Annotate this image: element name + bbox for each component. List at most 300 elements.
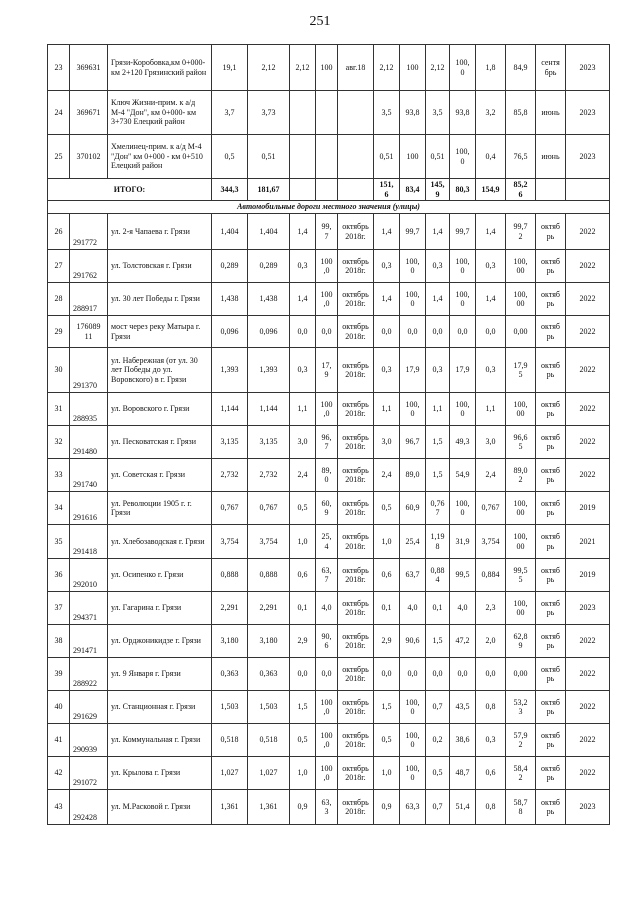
- value-cell-c12: октяб рь: [536, 625, 566, 658]
- value-cell-c6: 0,51: [374, 135, 400, 179]
- value-cell-c3: 0,6: [290, 559, 316, 592]
- value-cell-c10: 0,3: [476, 724, 506, 757]
- value-cell-c2: 0,289: [248, 250, 290, 283]
- total-value-cell: [536, 179, 566, 201]
- road-code-cell: 294371: [70, 592, 108, 625]
- value-cell-c8: 0,3: [426, 348, 450, 393]
- road-name-cell: ул. Крылова г. Грязи: [108, 757, 212, 790]
- value-cell-c6: 0,0: [374, 316, 400, 348]
- road-code-cell: 291740: [70, 459, 108, 492]
- value-cell-c1: 1,027: [212, 757, 248, 790]
- value-cell-c11: 0,00: [506, 658, 536, 691]
- row-number-cell: 25: [48, 135, 70, 179]
- value-cell-c11: 84,9: [506, 45, 536, 91]
- value-cell-c1: 1,503: [212, 691, 248, 724]
- value-cell-c6: 0,3: [374, 348, 400, 393]
- road-code-cell: 290939: [70, 724, 108, 757]
- value-cell-c3: 1,0: [290, 757, 316, 790]
- value-cell-c10: 0,884: [476, 559, 506, 592]
- value-cell-c1: 19,1: [212, 45, 248, 91]
- road-name-cell: ул. 2-я Чапаева г. Грязи: [108, 214, 212, 250]
- value-cell-c7: 93,8: [400, 91, 426, 135]
- road-name-cell: ул. Хлебозаводская г. Грязи: [108, 525, 212, 559]
- row-number-cell: 35: [48, 525, 70, 559]
- total-value-cell: [338, 179, 374, 201]
- road-code-cell: 370102: [70, 135, 108, 179]
- value-cell-c8: 3,5: [426, 91, 450, 135]
- value-cell-c6: 1,4: [374, 214, 400, 250]
- value-cell-c5: октябрь 2018г.: [338, 790, 374, 825]
- total-row: [48, 179, 610, 201]
- value-cell-c2: 3,73: [248, 91, 290, 135]
- value-cell-c6: 1,0: [374, 525, 400, 559]
- table-row: [48, 250, 610, 283]
- table-row: [48, 426, 610, 459]
- value-cell-c2: 1,361: [248, 790, 290, 825]
- value-cell-c5: октябрь 2018г.: [338, 525, 374, 559]
- road-name-cell: мост через реку Матыра г. Грязи: [108, 316, 212, 348]
- total-value-cell: 80,3: [450, 179, 476, 201]
- table-row: [48, 625, 610, 658]
- value-cell-c11: 100, 00: [506, 525, 536, 559]
- value-cell-c2: 0,51: [248, 135, 290, 179]
- value-cell-c9: 17,9: [450, 348, 476, 393]
- value-cell-c12: октяб рь: [536, 724, 566, 757]
- total-label-cell: ИТОГО:: [48, 179, 212, 201]
- value-cell-c4: 100 ,0: [316, 250, 338, 283]
- value-cell-c13: 2021: [566, 525, 610, 559]
- value-cell-c9: 49,3: [450, 426, 476, 459]
- value-cell-c6: 1,1: [374, 393, 400, 426]
- value-cell-c4: 63, 3: [316, 790, 338, 825]
- value-cell-c12: октяб рь: [536, 214, 566, 250]
- value-cell-c13: 2019: [566, 492, 610, 525]
- value-cell-c11: 100, 00: [506, 492, 536, 525]
- value-cell-c13: 2022: [566, 625, 610, 658]
- value-cell-c8: 1,5: [426, 625, 450, 658]
- table-row: [48, 790, 610, 825]
- value-cell-c8: 0,0: [426, 316, 450, 348]
- value-cell-c7: 25,4: [400, 525, 426, 559]
- value-cell-c13: 2023: [566, 135, 610, 179]
- value-cell-c7: 100: [400, 45, 426, 91]
- value-cell-c4: 60, 9: [316, 492, 338, 525]
- value-cell-c13: 2022: [566, 214, 610, 250]
- value-cell-c13: 2022: [566, 348, 610, 393]
- total-value-cell: 151, 6: [374, 179, 400, 201]
- value-cell-c4: 89, 0: [316, 459, 338, 492]
- value-cell-c7: 100: [400, 135, 426, 179]
- value-cell-c5: октябрь 2018г.: [338, 625, 374, 658]
- value-cell-c12: октяб рь: [536, 658, 566, 691]
- value-cell-c13: 2022: [566, 658, 610, 691]
- value-cell-c8: 0,88 4: [426, 559, 450, 592]
- value-cell-c3: 2,12: [290, 45, 316, 91]
- total-value-cell: 145, 9: [426, 179, 450, 201]
- table-row: [48, 135, 610, 179]
- value-cell-c4: 90, 6: [316, 625, 338, 658]
- table-row: [48, 592, 610, 625]
- value-cell-c4: 96, 7: [316, 426, 338, 459]
- road-name-cell: ул. Воровского г. Грязи: [108, 393, 212, 426]
- value-cell-c1: 1,438: [212, 283, 248, 316]
- value-cell-c12: октяб рь: [536, 757, 566, 790]
- value-cell-c8: 1,4: [426, 283, 450, 316]
- table-row: [48, 348, 610, 393]
- value-cell-c9: 100, 0: [450, 492, 476, 525]
- row-number-cell: 24: [48, 91, 70, 135]
- road-name-cell: ул. Советская г. Грязи: [108, 459, 212, 492]
- value-cell-c4: 63, 7: [316, 559, 338, 592]
- value-cell-c8: 0,76 7: [426, 492, 450, 525]
- value-cell-c10: 0,767: [476, 492, 506, 525]
- value-cell-c12: октяб рь: [536, 691, 566, 724]
- value-cell-c11: 62,8 9: [506, 625, 536, 658]
- value-cell-c10: 1,4: [476, 283, 506, 316]
- value-cell-c2: 1,027: [248, 757, 290, 790]
- value-cell-c9: 47,2: [450, 625, 476, 658]
- value-cell-c6: 0,1: [374, 592, 400, 625]
- total-value-cell: [566, 179, 610, 201]
- value-cell-c11: 0,00: [506, 316, 536, 348]
- value-cell-c2: 0,096: [248, 316, 290, 348]
- value-cell-c9: 48,7: [450, 757, 476, 790]
- road-code-cell: 291480: [70, 426, 108, 459]
- value-cell-c4: 100 ,0: [316, 283, 338, 316]
- road-name-cell: Ключ Жизни-прим. к а/д М-4 "Дон", км 0+000- км 3+730 Елецкий район: [108, 91, 212, 135]
- value-cell-c13: 2022: [566, 459, 610, 492]
- row-number-cell: 38: [48, 625, 70, 658]
- road-name-cell: ул. 9 Января г. Грязи: [108, 658, 212, 691]
- page-number: 251: [309, 14, 331, 29]
- value-cell-c3: 1,5: [290, 691, 316, 724]
- value-cell-c2: 1,144: [248, 393, 290, 426]
- value-cell-c10: 0,0: [476, 316, 506, 348]
- value-cell-c4: 100 ,0: [316, 691, 338, 724]
- value-cell-c10: 0,8: [476, 691, 506, 724]
- value-cell-c12: октяб рь: [536, 348, 566, 393]
- road-code-cell: 291772: [70, 214, 108, 250]
- value-cell-c10: 0,4: [476, 135, 506, 179]
- value-cell-c8: 1,19 8: [426, 525, 450, 559]
- road-code-cell: 176089 11: [70, 316, 108, 348]
- total-value-cell: 344,3: [212, 179, 248, 201]
- value-cell-c13: 2022: [566, 426, 610, 459]
- road-name-cell: ул. Осипенко г. Грязи: [108, 559, 212, 592]
- value-cell-c2: 3,754: [248, 525, 290, 559]
- value-cell-c8: 0,1: [426, 592, 450, 625]
- value-cell-c5: октябрь 2018г.: [338, 492, 374, 525]
- value-cell-c11: 57,9 2: [506, 724, 536, 757]
- road-name-cell: ул. Станционная г. Грязи: [108, 691, 212, 724]
- road-code-cell: 291629: [70, 691, 108, 724]
- value-cell-c6: 0,3: [374, 250, 400, 283]
- row-number-cell: 31: [48, 393, 70, 426]
- value-cell-c3: 2,4: [290, 459, 316, 492]
- value-cell-c7: 100, 0: [400, 250, 426, 283]
- row-number-cell: 29: [48, 316, 70, 348]
- value-cell-c2: 0,363: [248, 658, 290, 691]
- value-cell-c12: октяб рь: [536, 790, 566, 825]
- value-cell-c5: октябрь 2018г.: [338, 316, 374, 348]
- value-cell-c1: 3,7: [212, 91, 248, 135]
- table-row: [48, 393, 610, 426]
- value-cell-c5: октябрь 2018г.: [338, 250, 374, 283]
- value-cell-c12: октяб рь: [536, 459, 566, 492]
- value-cell-c3: 0,9: [290, 790, 316, 825]
- value-cell-c1: 2,291: [212, 592, 248, 625]
- value-cell-c1: 0,096: [212, 316, 248, 348]
- value-cell-c3: 0,0: [290, 658, 316, 691]
- value-cell-c9: 31,9: [450, 525, 476, 559]
- value-cell-c13: 2019: [566, 559, 610, 592]
- value-cell-c13: 2023: [566, 790, 610, 825]
- row-number-cell: 27: [48, 250, 70, 283]
- value-cell-c10: 2,0: [476, 625, 506, 658]
- total-value-cell: [290, 179, 316, 201]
- road-name-cell: ул. Орджоникидзе г. Грязи: [108, 625, 212, 658]
- value-cell-c10: 1,1: [476, 393, 506, 426]
- value-cell-c5: октябрь 2018г.: [338, 426, 374, 459]
- value-cell-c6: 1,4: [374, 283, 400, 316]
- table-row: [48, 559, 610, 592]
- table-row: [48, 283, 610, 316]
- value-cell-c11: 100, 00: [506, 250, 536, 283]
- road-code-cell: 292428: [70, 790, 108, 825]
- row-number-cell: 42: [48, 757, 70, 790]
- value-cell-c13: 2023: [566, 592, 610, 625]
- value-cell-c5: октябрь 2018г.: [338, 459, 374, 492]
- value-cell-c9: 0,0: [450, 316, 476, 348]
- value-cell-c11: 17,9 5: [506, 348, 536, 393]
- value-cell-c4: 25, 4: [316, 525, 338, 559]
- value-cell-c6: 2,9: [374, 625, 400, 658]
- value-cell-c3: 1,4: [290, 214, 316, 250]
- value-cell-c2: 2,12: [248, 45, 290, 91]
- value-cell-c6: 0,5: [374, 724, 400, 757]
- value-cell-c12: октяб рь: [536, 492, 566, 525]
- road-name-cell: ул. 30 лет Победы г. Грязи: [108, 283, 212, 316]
- value-cell-c1: 1,361: [212, 790, 248, 825]
- value-cell-c10: 0,8: [476, 790, 506, 825]
- value-cell-c4: [316, 135, 338, 179]
- row-number-cell: 36: [48, 559, 70, 592]
- value-cell-c6: 1,5: [374, 691, 400, 724]
- value-cell-c12: июнь: [536, 91, 566, 135]
- value-cell-c7: 4,0: [400, 592, 426, 625]
- value-cell-c13: 2022: [566, 393, 610, 426]
- road-code-cell: 291616: [70, 492, 108, 525]
- row-number-cell: 41: [48, 724, 70, 757]
- road-name-cell: ул. Коммунальная г. Грязи: [108, 724, 212, 757]
- value-cell-c7: 100, 0: [400, 724, 426, 757]
- value-cell-c12: октяб рь: [536, 525, 566, 559]
- value-cell-c9: 100, 0: [450, 283, 476, 316]
- value-cell-c1: 1,404: [212, 214, 248, 250]
- value-cell-c6: 2,12: [374, 45, 400, 91]
- road-name-cell: Грязи-Коробовка,км 0+000-км 2+120 Грязинский район: [108, 45, 212, 91]
- value-cell-c4: [316, 91, 338, 135]
- value-cell-c4: 0,0: [316, 316, 338, 348]
- section-title: Автомобильные дороги местного значения (улицы): [48, 201, 610, 214]
- value-cell-c5: октябрь 2018г.: [338, 691, 374, 724]
- value-cell-c8: 1,4: [426, 214, 450, 250]
- total-value-cell: 181,67: [248, 179, 290, 201]
- road-code-cell: 288917: [70, 283, 108, 316]
- table-row: [48, 724, 610, 757]
- value-cell-c10: 1,8: [476, 45, 506, 91]
- value-cell-c1: 0,767: [212, 492, 248, 525]
- value-cell-c4: 100: [316, 45, 338, 91]
- value-cell-c3: 0,1: [290, 592, 316, 625]
- road-code-cell: 288922: [70, 658, 108, 691]
- value-cell-c5: октябрь 2018г.: [338, 393, 374, 426]
- value-cell-c4: 17, 9: [316, 348, 338, 393]
- value-cell-c5: октябрь 2018г.: [338, 757, 374, 790]
- value-cell-c9: 100, 0: [450, 135, 476, 179]
- value-cell-c5: октябрь 2018г.: [338, 592, 374, 625]
- road-code-cell: 291471: [70, 625, 108, 658]
- row-number-cell: 43: [48, 790, 70, 825]
- value-cell-c13: 2023: [566, 91, 610, 135]
- value-cell-c8: 1,5: [426, 426, 450, 459]
- table-row: [48, 492, 610, 525]
- value-cell-c8: 0,7: [426, 790, 450, 825]
- value-cell-c7: 60,9: [400, 492, 426, 525]
- road-name-cell: Хмелинец-прим. к а/д М-4 "Дон" км 0+000 - км 0+510 Елецкий район: [108, 135, 212, 179]
- value-cell-c7: 96,7: [400, 426, 426, 459]
- value-cell-c3: 2,9: [290, 625, 316, 658]
- table-row: [48, 91, 610, 135]
- value-cell-c7: 0,0: [400, 658, 426, 691]
- value-cell-c1: 3,180: [212, 625, 248, 658]
- road-code-cell: 291418: [70, 525, 108, 559]
- value-cell-c10: 0,3: [476, 348, 506, 393]
- value-cell-c1: 0,5: [212, 135, 248, 179]
- road-code-cell: 291072: [70, 757, 108, 790]
- value-cell-c13: 2022: [566, 250, 610, 283]
- value-cell-c7: 99,7: [400, 214, 426, 250]
- value-cell-c13: 2023: [566, 45, 610, 91]
- value-cell-c9: 51,4: [450, 790, 476, 825]
- value-cell-c5: октябрь 2018г.: [338, 724, 374, 757]
- value-cell-c2: 3,180: [248, 625, 290, 658]
- value-cell-c7: 17,9: [400, 348, 426, 393]
- value-cell-c9: 0,0: [450, 658, 476, 691]
- value-cell-c9: 4,0: [450, 592, 476, 625]
- value-cell-c12: октяб рь: [536, 393, 566, 426]
- value-cell-c11: 89,0 2: [506, 459, 536, 492]
- road-name-cell: ул. Революции 1905 г. г. Грязи: [108, 492, 212, 525]
- value-cell-c2: 0,888: [248, 559, 290, 592]
- value-cell-c7: 63,3: [400, 790, 426, 825]
- value-cell-c4: 100 ,0: [316, 757, 338, 790]
- value-cell-c11: 100, 00: [506, 393, 536, 426]
- value-cell-c9: 100, 0: [450, 250, 476, 283]
- value-cell-c13: 2022: [566, 316, 610, 348]
- value-cell-c3: 0,5: [290, 724, 316, 757]
- value-cell-c1: 0,518: [212, 724, 248, 757]
- value-cell-c12: сентя брь: [536, 45, 566, 91]
- value-cell-c3: 0,3: [290, 348, 316, 393]
- value-cell-c8: 0,0: [426, 658, 450, 691]
- value-cell-c9: 99,7: [450, 214, 476, 250]
- value-cell-c2: 1,438: [248, 283, 290, 316]
- road-name-cell: ул. М.Расковой г. Грязи: [108, 790, 212, 825]
- value-cell-c11: 76,5: [506, 135, 536, 179]
- value-cell-c10: 0,3: [476, 250, 506, 283]
- value-cell-c11: 100, 00: [506, 592, 536, 625]
- value-cell-c1: 3,135: [212, 426, 248, 459]
- value-cell-c11: 58,7 8: [506, 790, 536, 825]
- value-cell-c4: 0,0: [316, 658, 338, 691]
- value-cell-c9: 100, 0: [450, 45, 476, 91]
- value-cell-c10: 2,4: [476, 459, 506, 492]
- value-cell-c12: октяб рь: [536, 316, 566, 348]
- road-name-cell: ул. Гагарина г. Грязи: [108, 592, 212, 625]
- value-cell-c1: 0,289: [212, 250, 248, 283]
- value-cell-c12: октяб рь: [536, 250, 566, 283]
- row-number-cell: 40: [48, 691, 70, 724]
- value-cell-c3: 1,4: [290, 283, 316, 316]
- value-cell-c9: 100, 0: [450, 393, 476, 426]
- value-cell-c10: 1,4: [476, 214, 506, 250]
- road-code-cell: 369671: [70, 91, 108, 135]
- value-cell-c1: 0,888: [212, 559, 248, 592]
- value-cell-c2: 1,503: [248, 691, 290, 724]
- road-code-cell: 369631: [70, 45, 108, 91]
- value-cell-c11: 99,7 2: [506, 214, 536, 250]
- value-cell-c5: октябрь 2018г.: [338, 214, 374, 250]
- value-cell-c5: авг.18: [338, 45, 374, 91]
- road-name-cell: ул. Песковатская г. Грязи: [108, 426, 212, 459]
- value-cell-c7: 100, 0: [400, 283, 426, 316]
- value-cell-c11: 53,2 3: [506, 691, 536, 724]
- value-cell-c10: 3,754: [476, 525, 506, 559]
- row-number-cell: 32: [48, 426, 70, 459]
- value-cell-c5: октябрь 2018г.: [338, 348, 374, 393]
- value-cell-c3: 1,0: [290, 525, 316, 559]
- value-cell-c10: 3,0: [476, 426, 506, 459]
- value-cell-c12: октяб рь: [536, 559, 566, 592]
- value-cell-c7: 100, 0: [400, 393, 426, 426]
- value-cell-c3: 3,0: [290, 426, 316, 459]
- value-cell-c3: [290, 135, 316, 179]
- value-cell-c8: 2,12: [426, 45, 450, 91]
- roads-table: [47, 44, 610, 825]
- road-code-cell: 291370: [70, 348, 108, 393]
- value-cell-c7: 90,6: [400, 625, 426, 658]
- value-cell-c7: 0,0: [400, 316, 426, 348]
- value-cell-c6: 0,0: [374, 658, 400, 691]
- row-number-cell: 26: [48, 214, 70, 250]
- value-cell-c1: 3,754: [212, 525, 248, 559]
- value-cell-c13: 2022: [566, 283, 610, 316]
- value-cell-c5: октябрь 2018г.: [338, 559, 374, 592]
- value-cell-c3: [290, 91, 316, 135]
- table-row: [48, 214, 610, 250]
- value-cell-c7: 100, 0: [400, 691, 426, 724]
- value-cell-c9: 43,5: [450, 691, 476, 724]
- value-cell-c2: 3,135: [248, 426, 290, 459]
- table-row: [48, 459, 610, 492]
- total-value-cell: 83,4: [400, 179, 426, 201]
- row-number-cell: 33: [48, 459, 70, 492]
- value-cell-c10: 0,6: [476, 757, 506, 790]
- value-cell-c5: [338, 135, 374, 179]
- value-cell-c5: [338, 91, 374, 135]
- value-cell-c10: 3,2: [476, 91, 506, 135]
